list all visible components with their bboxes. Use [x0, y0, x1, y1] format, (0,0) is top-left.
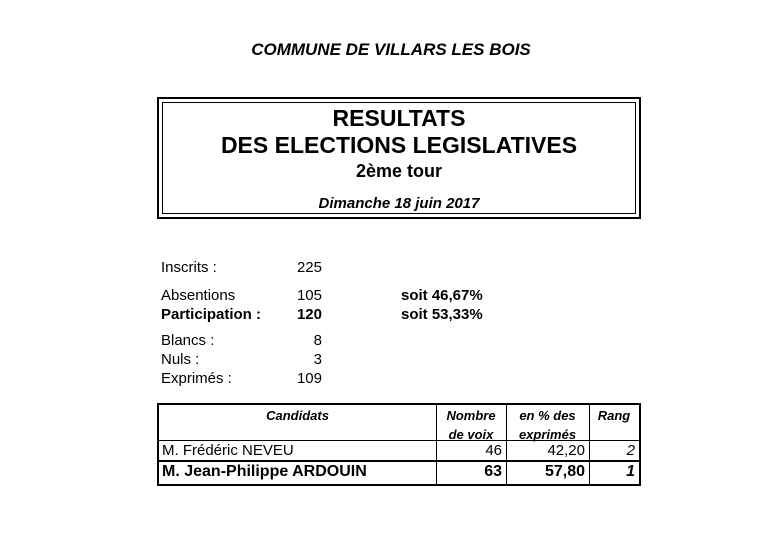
title-round: 2ème tour — [355, 161, 443, 181]
candidate-pct: 57,80 — [544, 463, 585, 480]
header-voix-line2: de voix — [448, 427, 494, 442]
results-table — [157, 403, 641, 486]
nuls-value: 3 — [313, 351, 322, 368]
header-pct-line2: exprimés — [518, 427, 577, 442]
header-pct-line1: en % des — [519, 408, 576, 423]
exprimes-label: Exprimés : — [161, 370, 232, 387]
header-pct — [506, 406, 589, 444]
blancs-label: Blancs : — [161, 332, 215, 349]
exprimes-value: 109 — [296, 370, 322, 387]
inscrits-value: 225 — [296, 259, 322, 276]
header-voix-line1: Nombre — [446, 408, 496, 423]
abstentions-percent: soit 46,67% — [401, 287, 483, 304]
candidate-rang: 1 — [626, 463, 635, 480]
inscrits-label: Inscrits : — [161, 259, 217, 276]
blancs-value: 8 — [313, 332, 322, 349]
candidate-voix: 46 — [485, 442, 502, 459]
title-box — [157, 97, 641, 219]
participation-value: 120 — [296, 306, 322, 323]
title-line-2: DES ELECTIONS LEGISLATIVES — [220, 132, 578, 158]
abstentions-value: 105 — [296, 287, 322, 304]
candidate-voix: 63 — [484, 463, 502, 480]
header-voix — [436, 406, 506, 444]
abstentions-label: Absentions — [161, 287, 236, 304]
participation-percent: soit 53,33% — [401, 306, 483, 323]
candidate-name: M. Frédéric NEVEU — [162, 442, 294, 459]
row-divider — [159, 460, 639, 462]
header-rang: Rang — [597, 408, 631, 423]
header-candidats: Candidats — [266, 408, 329, 423]
commune-title: COMMUNE DE VILLARS LES BOIS — [251, 40, 531, 59]
candidate-rang: 2 — [626, 442, 635, 459]
title-line-1: RESULTATS — [332, 105, 466, 131]
nuls-label: Nuls : — [161, 351, 200, 368]
candidate-name: M. Jean-Philippe ARDOUIN — [162, 463, 367, 480]
election-date: Dimanche 18 juin 2017 — [318, 195, 480, 212]
candidate-pct: 42,20 — [547, 442, 585, 459]
participation-label: Participation : — [161, 306, 262, 323]
